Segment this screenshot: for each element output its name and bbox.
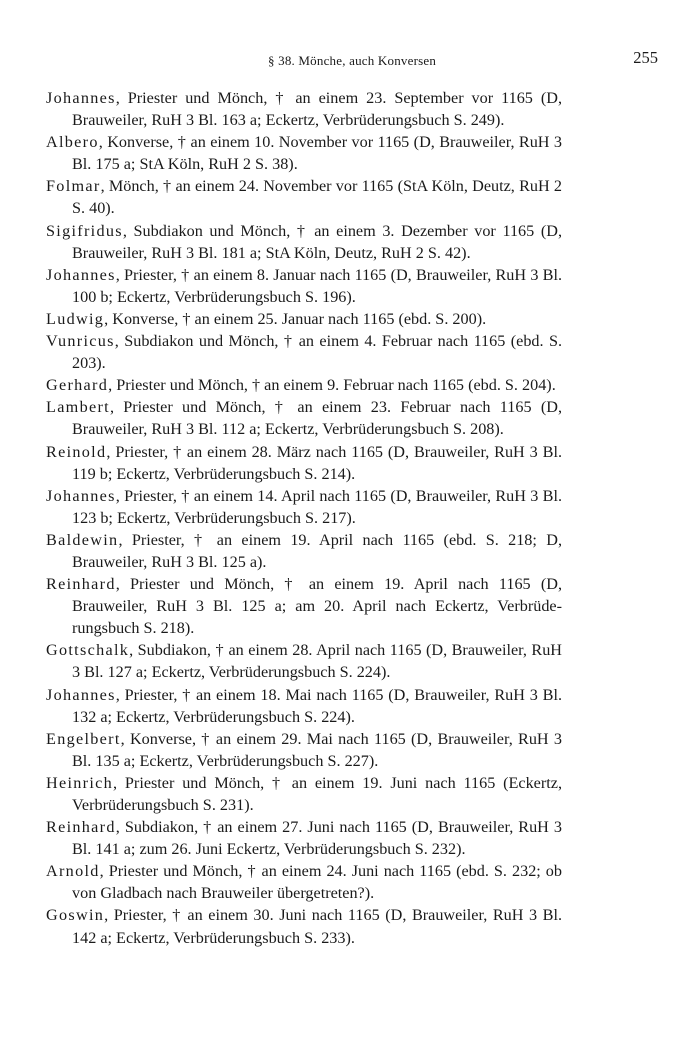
entry-name: Johannes: [46, 265, 116, 284]
entry-text: , Priester, † an einem 19. April nach 1165 (ebd. S. 218; D, Brauweiler, RuH 3 Bl. 125 a).: [72, 530, 562, 571]
entry-text: , Subdiakon und Mönch, † an einem 4. Februar nach 1165 (ebd. S. 203).: [72, 332, 562, 373]
page-number: 255: [633, 48, 658, 67]
entry-text: , Priester und Mönch, † an einem 24. Juni nach 1165 (ebd. S. 232; ob von Gladbach nach Brauweiler übergetreten?).: [72, 862, 562, 903]
entry-text: , Priester, † an einem 8. Januar nach 1165 (D, Brauweiler, RuH 3 Bl. 100 b; Eckertz, Verbrüderungsbuch S. 196).: [72, 265, 562, 306]
list-item: [46, 264, 562, 308]
entry-name: Arnold: [46, 862, 100, 881]
entry-text: , Priester und Mönch, † an einem 23. September vor 1165 (D, Brauweiler, RuH 3 Bl. 163 a; Eckertz, Verbrüderungsbuch S. 249).: [72, 89, 562, 130]
entry-name: Gottschalk: [46, 641, 130, 660]
list-item: [46, 529, 562, 573]
entry-name: Goswin: [46, 906, 105, 925]
entry-name: Engelbert: [46, 729, 121, 748]
entry-text: , Priester und Mönch, † an einem 19. April nach 1165 (D, Brauweiler, RuH 3 Bl. 125 a; am 20. April nach Eckertz, Verbrüderungsbuch S. 218).: [72, 575, 562, 638]
list-item: [46, 772, 562, 816]
list-item: [46, 131, 562, 175]
entry-text: , Konverse, † an einem 25. Januar nach 1165 (ebd. S. 200).: [104, 309, 487, 328]
entry-text: , Priester und Mönch, † an einem 9. Februar nach 1165 (ebd. S. 204).: [108, 376, 556, 395]
entry-name: Heinrich: [46, 773, 114, 792]
list-item: [46, 175, 562, 219]
list-item: [46, 374, 562, 396]
entry-name: Johannes: [46, 486, 116, 505]
entry-name: Johannes: [46, 89, 116, 107]
running-header: [46, 48, 658, 70]
list-item: [46, 904, 562, 948]
list-item: [46, 860, 562, 904]
entry-text: , Priester, † an einem 28. März nach 1165 (D, Brauweiler, RuH 3 Bl. 119 b; Eckertz, Verbrüderungsbuch S. 214).: [72, 442, 562, 483]
entry-text: , Priester und Mönch, † an einem 19. Juni nach 1165 (Eckertz, Verbrüderungsbuch S. 231).: [72, 773, 562, 814]
entry-text: , Priester, † an einem 18. Mai nach 1165 (D, Brauweiler, RuH 3 Bl. 132 a; Eckertz, Verbrüderungsbuch S. 224).: [72, 685, 562, 726]
entry-text: , Konverse, † an einem 29. Mai nach 1165 (D, Brauweiler, RuH 3 Bl. 135 a; Eckertz, Verbrüderungsbuch S. 227).: [72, 729, 562, 770]
entry-name: Lambert: [46, 398, 110, 417]
entry-text: , Konverse, † an einem 10. November vor 1165 (D, Brauweiler, RuH 3 Bl. 175 a; StA Köln, RuH 2 S. 38).: [72, 133, 562, 174]
list-item: [46, 441, 562, 485]
entry-name: Sigifridus: [46, 221, 123, 240]
entry-text: , Subdiakon, † an einem 27. Juni nach 1165 (D, Brauweiler, RuH 3 Bl. 141 a; zum 26. Juni Eckertz, Verbrüderungsbuch S. 232).: [72, 818, 562, 859]
section-title: § 38. Mönche, auch Konversen: [267, 53, 437, 68]
entry-name: Folmar: [46, 177, 101, 196]
entry-name: Reinold: [46, 442, 107, 461]
list-item: [46, 308, 562, 330]
entry-text: , Mönch, † an einem 24. November vor 1165 (StA Köln, Deutz, RuH 2 S. 40).: [72, 177, 562, 218]
entry-list: [46, 87, 562, 949]
list-item: [46, 220, 562, 264]
list-item: [46, 396, 562, 440]
entry-name: Albero: [46, 133, 99, 152]
list-item: [46, 573, 562, 639]
entry-name: Baldewin: [46, 530, 119, 549]
entry-name: Johannes: [46, 685, 116, 704]
list-item: [46, 639, 562, 683]
entry-text: , Priester und Mönch, † an einem 23. Februar nach 1165 (D, Brauweiler, RuH 3 Bl. 112 a; Eckertz, Verbrüderungsbuch S. 208).: [72, 398, 562, 439]
list-item: [46, 684, 562, 728]
entry-name: Reinhard: [46, 818, 116, 837]
list-item: [46, 816, 562, 860]
entry-name: Vunricus: [46, 332, 115, 351]
entry-name: Reinhard: [46, 575, 116, 594]
entry-text: , Priester, † an einem 14. April nach 1165 (D, Brauweiler, RuH 3 Bl. 123 b; Eckertz, Verbrüderungsbuch S. 217).: [72, 486, 562, 527]
entry-name: Gerhard: [46, 376, 109, 395]
list-item: [46, 330, 562, 374]
list-item: [46, 87, 562, 131]
entry-text: , Subdiakon, † an einem 28. April nach 1165 (D, Brauweiler, RuH 3 Bl. 127 a; Eckertz, Verbrüderungsbuch S. 224).: [72, 641, 562, 682]
list-item: [46, 728, 562, 772]
entry-text: , Priester, † an einem 30. Juni nach 1165 (D, Brauweiler, RuH 3 Bl. 142 a; Eckertz, Verbrüderungsbuch S. 233).: [72, 906, 562, 947]
entry-text: , Subdiakon und Mönch, † an einem 3. Dezember vor 1165 (D, Brauweiler, RuH 3 Bl. 181 a; StA Köln, Deutz, RuH 2 S. 42).: [72, 221, 562, 262]
list-item: [46, 485, 562, 529]
entry-name: Ludwig: [46, 309, 105, 328]
